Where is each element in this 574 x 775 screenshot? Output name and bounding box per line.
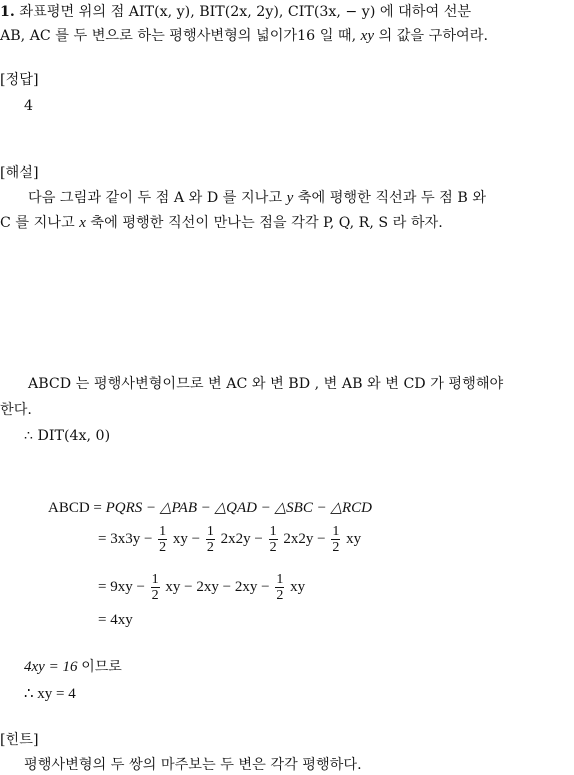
explanation-line-1 <box>28 188 486 208</box>
hint-text: 평행사변형의 두 쌍의 마주보는 두 변은 각각 평행하다. <box>24 757 362 773</box>
eq1-rhs: PQRS − △PAB − △QAD − △SBC − △RCD <box>105 500 372 516</box>
eq2-part-a: = 3x3y − <box>98 530 153 547</box>
problem-text-1: 좌표평면 위의 점 AIT(x, y), BIT(2x, 2y), CIT(3x, − y) 에 대하여 선분 <box>19 4 472 20</box>
eq3-part-a: = 9xy − <box>98 578 145 595</box>
conclusion-word: 이므로 <box>81 659 122 675</box>
explanation-line-3: ABCD 는 평행사변형이므로 변 AC 와 변 BD , 변 AB 와 변 CD 가 평행해야 <box>28 376 504 392</box>
explanation-var-y: y <box>286 190 294 206</box>
explanation-text-2b: 축에 평행한 직선이 만나는 점을 각각 P, Q, R, S 라 하자. <box>90 215 443 231</box>
explanation-heading: [해설] <box>0 165 39 181</box>
explanation-line-4: 한다. <box>0 402 32 418</box>
conclusion-equation: 4xy = 16 <box>24 659 78 675</box>
fraction-half: $\frac{1}{2}$ <box>159 524 167 555</box>
answer-value: 4 <box>24 98 34 114</box>
eq1-lhs: ABCD = <box>48 500 102 516</box>
explanation-var-x: x <box>79 215 86 231</box>
equation-line-4: = 4xy <box>98 612 133 628</box>
problem-line-2 <box>0 26 488 46</box>
problem-number: 1. <box>0 4 15 20</box>
fraction-half: $\frac{1}{2}$ <box>332 524 340 555</box>
conclusion-line-1 <box>24 657 122 677</box>
problem-var-xy: xy <box>360 28 374 44</box>
eq3-part-b: xy − 2xy − 2xy − <box>165 578 270 595</box>
eq3-part-c: xy <box>290 578 306 595</box>
fraction-half: $\frac{1}{2}$ <box>276 572 284 603</box>
equation-line-1 <box>48 498 372 517</box>
equation-line-2 <box>98 524 361 555</box>
explanation-text-1b: 축에 평행한 직선과 두 점 B 와 <box>297 190 487 206</box>
problem-text-2b: 의 값을 구하여라. <box>378 28 488 44</box>
eq2-part-b: xy − <box>172 530 201 547</box>
eq2-part-c: 2x2y − <box>220 530 263 547</box>
fraction-half: $\frac{1}{2}$ <box>269 524 277 555</box>
fraction-half: $\frac{1}{2}$ <box>206 524 214 555</box>
explanation-text-1a: 다음 그림과 같이 두 점 A 와 D 를 지나고 <box>28 190 283 206</box>
explanation-text-2a: C 를 지나고 <box>0 215 75 231</box>
therefore-d-point: ∴ DIT(4x, 0) <box>24 428 111 444</box>
conclusion-line-2: ∴ xy = 4 <box>24 686 76 702</box>
equation-line-3 <box>98 572 305 603</box>
hint-heading: [힌트] <box>0 732 39 748</box>
eq2-part-d: 2x2y − <box>283 530 326 547</box>
answer-heading: [정답] <box>0 72 39 88</box>
explanation-line-2 <box>0 213 443 233</box>
problem-line-1 <box>0 2 471 22</box>
eq2-part-e: xy <box>346 530 362 547</box>
fraction-half: $\frac{1}{2}$ <box>151 572 159 603</box>
problem-text-2a: AB, AC 를 두 변으로 하는 평행사변형의 넓이가16 일 때, <box>0 28 357 44</box>
